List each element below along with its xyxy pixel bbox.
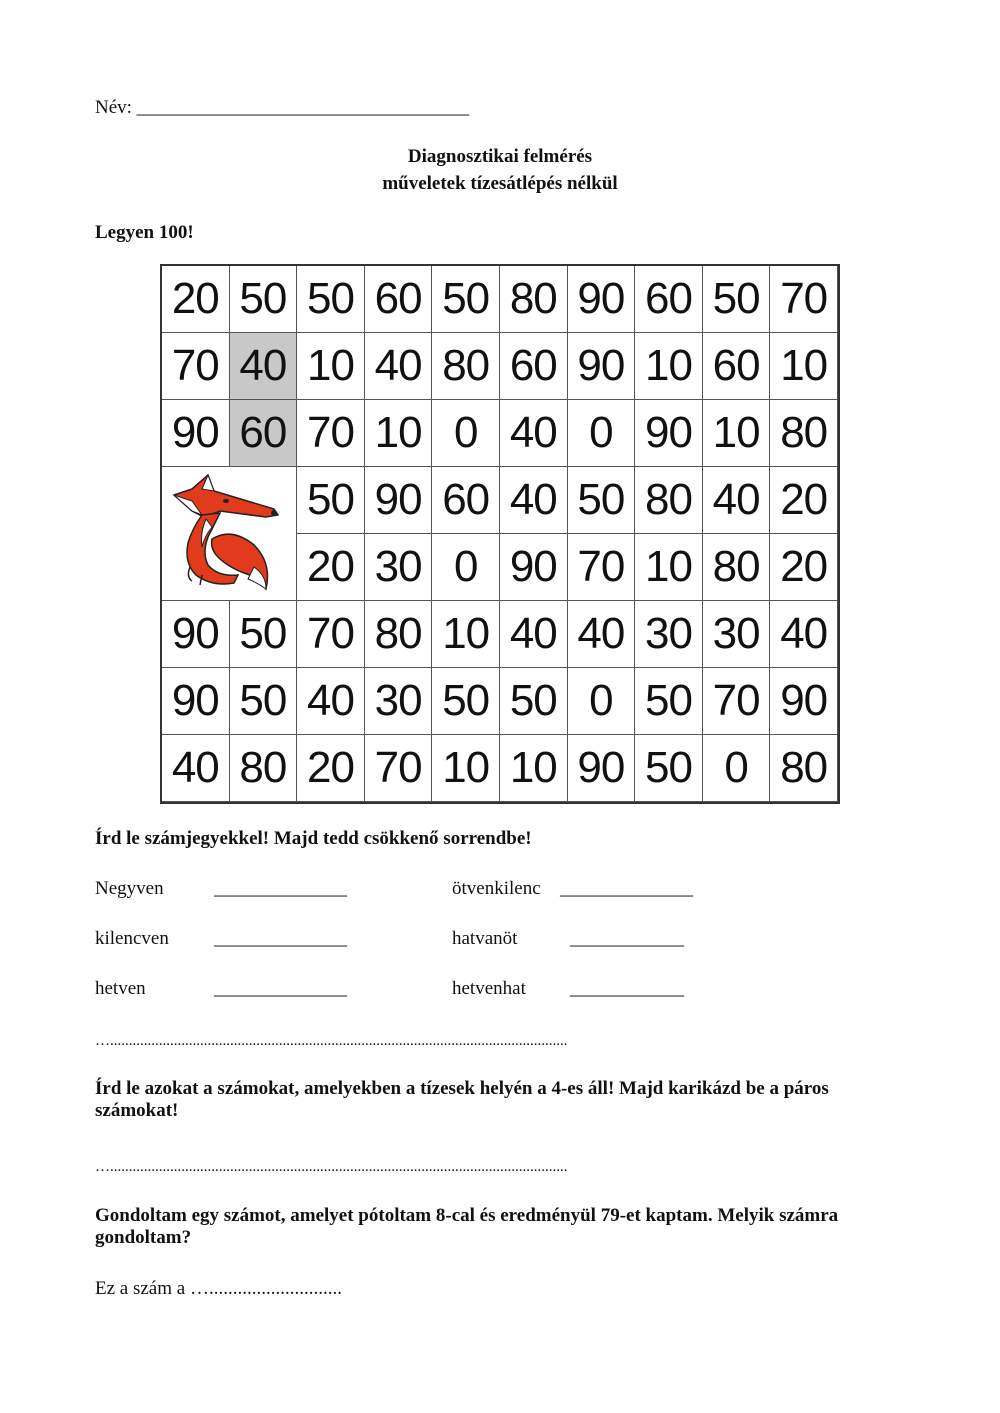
grid-cell: 60 bbox=[365, 266, 433, 333]
grid-cell: 80 bbox=[230, 735, 298, 802]
grid-cell: 80 bbox=[635, 467, 703, 534]
grid-cell: 80 bbox=[500, 266, 568, 333]
answer-blank-3[interactable]: ______________ bbox=[214, 928, 347, 949]
grid-cell: 90 bbox=[162, 601, 230, 668]
grid-cell: 20 bbox=[162, 266, 230, 333]
grid-cell: 10 bbox=[635, 333, 703, 400]
grid-cell: 70 bbox=[162, 333, 230, 400]
word-kilencven: kilencven bbox=[95, 928, 169, 949]
grid-cell: 0 bbox=[568, 668, 636, 735]
number-grid bbox=[160, 264, 840, 804]
grid-cell: 70 bbox=[568, 534, 636, 601]
grid-cell: 0 bbox=[432, 400, 500, 467]
fox-picture-cell bbox=[162, 467, 297, 601]
grid-cell: 10 bbox=[500, 735, 568, 802]
grid-cell: 20 bbox=[770, 534, 838, 601]
fox-icon bbox=[162, 467, 292, 597]
grid-cell: 60 bbox=[500, 333, 568, 400]
word-hatvanot: hatvanöt bbox=[452, 928, 518, 949]
grid-cell: 20 bbox=[770, 467, 838, 534]
grid-cell: 80 bbox=[770, 400, 838, 467]
grid-cell: 60 bbox=[703, 333, 771, 400]
grid-cell: 10 bbox=[297, 333, 365, 400]
answer-line-3[interactable]: Ez a szám a …............................ bbox=[95, 1278, 342, 1299]
grid-cell: 0 bbox=[432, 534, 500, 601]
grid-cell: 90 bbox=[162, 400, 230, 467]
grid-cell: 50 bbox=[432, 668, 500, 735]
grid-cell: 40 bbox=[500, 467, 568, 534]
grid-cell: 10 bbox=[703, 400, 771, 467]
grid-cell: 50 bbox=[703, 266, 771, 333]
grid-cell: 80 bbox=[432, 333, 500, 400]
grid-cell: 10 bbox=[365, 400, 433, 467]
grid-cell: 50 bbox=[500, 668, 568, 735]
name-field[interactable]: Név: ___________________________________ bbox=[95, 97, 470, 118]
answer-blank-6[interactable]: ____________ bbox=[570, 978, 684, 999]
grid-cell: 90 bbox=[635, 400, 703, 467]
grid-cell: 50 bbox=[635, 735, 703, 802]
grid-cell: 60 bbox=[230, 400, 298, 467]
grid-cell: 40 bbox=[568, 601, 636, 668]
grid-cell: 50 bbox=[297, 467, 365, 534]
grid-cell: 20 bbox=[297, 534, 365, 601]
answer-blank-1[interactable]: ______________ bbox=[214, 878, 347, 899]
grid-cell: 70 bbox=[703, 668, 771, 735]
grid-cell: 10 bbox=[635, 534, 703, 601]
grid-cell: 40 bbox=[162, 735, 230, 802]
grid-cell: 50 bbox=[230, 266, 298, 333]
grid-cell: 30 bbox=[365, 668, 433, 735]
answer-blank-2[interactable]: ______________ bbox=[560, 878, 693, 899]
grid-cell: 40 bbox=[500, 601, 568, 668]
task-2-heading: Írd le számjegyekkel! Majd tedd csökkenő sorrendbe! bbox=[95, 828, 532, 849]
word-hetven: hetven bbox=[95, 978, 146, 999]
grid-cell: 60 bbox=[635, 266, 703, 333]
word-otvenkilenc: ötvenkilenc bbox=[452, 878, 541, 899]
answer-blank-5[interactable]: ______________ bbox=[214, 978, 347, 999]
grid-cell: 90 bbox=[365, 467, 433, 534]
grid-cell: 70 bbox=[297, 601, 365, 668]
grid-cell: 50 bbox=[432, 266, 500, 333]
grid-cell: 40 bbox=[365, 333, 433, 400]
grid-cell: 90 bbox=[162, 668, 230, 735]
grid-cell: 50 bbox=[230, 668, 298, 735]
grid-cell: 80 bbox=[770, 735, 838, 802]
grid-cell: 70 bbox=[297, 400, 365, 467]
grid-cell: 70 bbox=[365, 735, 433, 802]
answer-line-2[interactable]: ….......................................................................................................................... bbox=[95, 1159, 568, 1175]
title-line-2: műveletek tízesátlépés nélkül bbox=[382, 173, 618, 194]
grid-cell: 90 bbox=[770, 668, 838, 735]
grid-cell: 40 bbox=[770, 601, 838, 668]
answer-line-1[interactable]: ….......................................................................................................................... bbox=[95, 1033, 568, 1049]
grid-cell: 60 bbox=[432, 467, 500, 534]
grid-cell: 80 bbox=[365, 601, 433, 668]
grid-cell: 10 bbox=[770, 333, 838, 400]
grid-cell: 20 bbox=[297, 735, 365, 802]
grid-cell: 40 bbox=[703, 467, 771, 534]
grid-cell: 0 bbox=[568, 400, 636, 467]
grid-cell: 70 bbox=[770, 266, 838, 333]
word-hetvenhat: hetvenhat bbox=[452, 978, 526, 999]
task-3-heading: Írd le azokat a számokat, amelyekben a tízesek helyén a 4-es áll! Majd karikázd be a páros számokat! bbox=[95, 1078, 829, 1121]
grid-cell: 30 bbox=[635, 601, 703, 668]
grid-cell: 90 bbox=[500, 534, 568, 601]
grid-cell: 40 bbox=[297, 668, 365, 735]
grid-cell: 0 bbox=[703, 735, 771, 802]
grid-cell: 50 bbox=[297, 266, 365, 333]
grid-cell: 50 bbox=[635, 668, 703, 735]
word-negyven: Negyven bbox=[95, 878, 164, 899]
grid-cell: 40 bbox=[500, 400, 568, 467]
grid-cell: 50 bbox=[230, 601, 298, 668]
grid-cell: 10 bbox=[432, 735, 500, 802]
task-1-heading: Legyen 100! bbox=[95, 222, 194, 243]
grid-cell: 90 bbox=[568, 735, 636, 802]
grid-cell: 30 bbox=[703, 601, 771, 668]
grid-cell: 80 bbox=[703, 534, 771, 601]
grid-cell: 90 bbox=[568, 266, 636, 333]
grid-cell: 50 bbox=[568, 467, 636, 534]
grid-cell: 30 bbox=[365, 534, 433, 601]
answer-blank-4[interactable]: ____________ bbox=[570, 928, 684, 949]
task-4-heading: Gondoltam egy számot, amelyet pótoltam 8-cal és eredményül 79-et kaptam. Melyik számra gondoltam? bbox=[95, 1205, 839, 1248]
grid-cell: 40 bbox=[230, 333, 298, 400]
title-line-1: Diagnosztikai felmérés bbox=[407, 146, 593, 167]
grid-cell: 10 bbox=[432, 601, 500, 668]
grid-cell: 90 bbox=[568, 333, 636, 400]
